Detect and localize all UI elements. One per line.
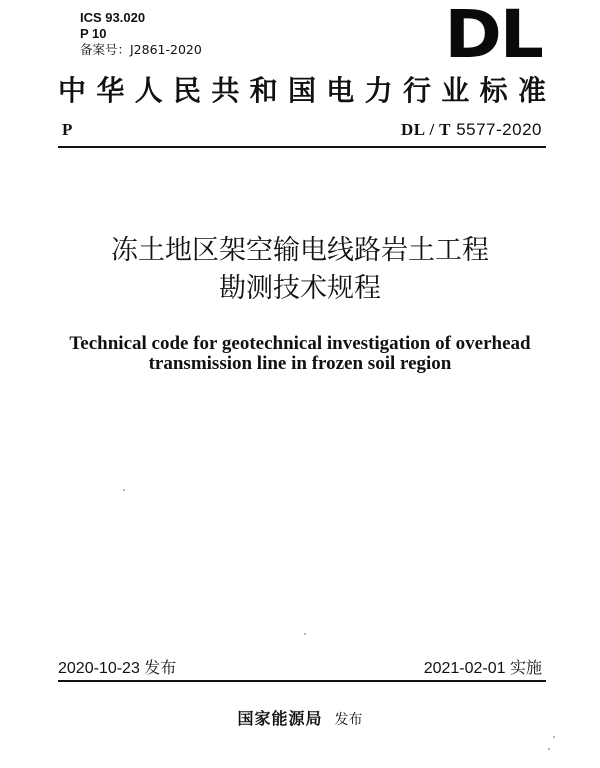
org-title-char: 准 bbox=[517, 74, 546, 107]
header-divider bbox=[58, 146, 546, 148]
ics-code: ICS 93.020 bbox=[80, 10, 146, 25]
org-title-char: 和 bbox=[249, 74, 278, 107]
publisher-verb: 发布 bbox=[334, 712, 363, 728]
dl-logo-text: DL bbox=[444, 0, 542, 73]
classification-letter: P bbox=[62, 120, 73, 139]
org-title-char: 电 bbox=[326, 74, 355, 107]
org-title-char: 业 bbox=[441, 74, 470, 107]
org-title-char: 力 bbox=[364, 74, 393, 107]
standard-number bbox=[401, 120, 542, 140]
title-english-line-1: Technical code for geotechnical investigation of overhead bbox=[69, 333, 531, 354]
title-chinese-line-1: 冻土地区架空输电线路岩土工程 bbox=[111, 235, 489, 266]
standard-prefix: DL / T bbox=[401, 120, 451, 139]
org-title-char: 行 bbox=[402, 74, 431, 107]
publisher-name: 国家能源局 bbox=[237, 709, 323, 728]
publisher bbox=[0, 706, 600, 729]
org-title-char: 共 bbox=[211, 74, 240, 107]
org-title-char: 民 bbox=[172, 74, 201, 107]
org-title-char: 华 bbox=[96, 74, 125, 107]
footer-divider bbox=[58, 680, 546, 682]
title-english bbox=[0, 334, 600, 374]
header-meta bbox=[80, 10, 202, 58]
org-title-char: 国 bbox=[287, 74, 316, 107]
title-chinese bbox=[0, 232, 600, 308]
org-title-char: 中 bbox=[58, 74, 87, 107]
implementation-date: 2021-02-01 实施 bbox=[423, 660, 542, 677]
scan-speck bbox=[553, 736, 555, 738]
title-chinese-line-2: 勘测技术规程 bbox=[219, 273, 381, 304]
filing-number: 备案号：J2861-2020 bbox=[80, 42, 202, 57]
org-title-char: 标 bbox=[479, 74, 508, 107]
issue-date: 2020-10-23 发布 bbox=[58, 660, 177, 677]
title-english-line-2: transmission line in frozen soil region bbox=[148, 353, 452, 374]
org-title-char: 人 bbox=[134, 74, 163, 107]
standard-code: 5577-2020 bbox=[450, 120, 542, 139]
category-code: P 10 bbox=[80, 26, 107, 41]
dl-logo bbox=[438, 0, 542, 73]
scan-speck bbox=[123, 489, 125, 491]
org-title bbox=[58, 74, 546, 108]
scan-speck bbox=[548, 748, 550, 750]
scan-speck bbox=[304, 633, 306, 635]
